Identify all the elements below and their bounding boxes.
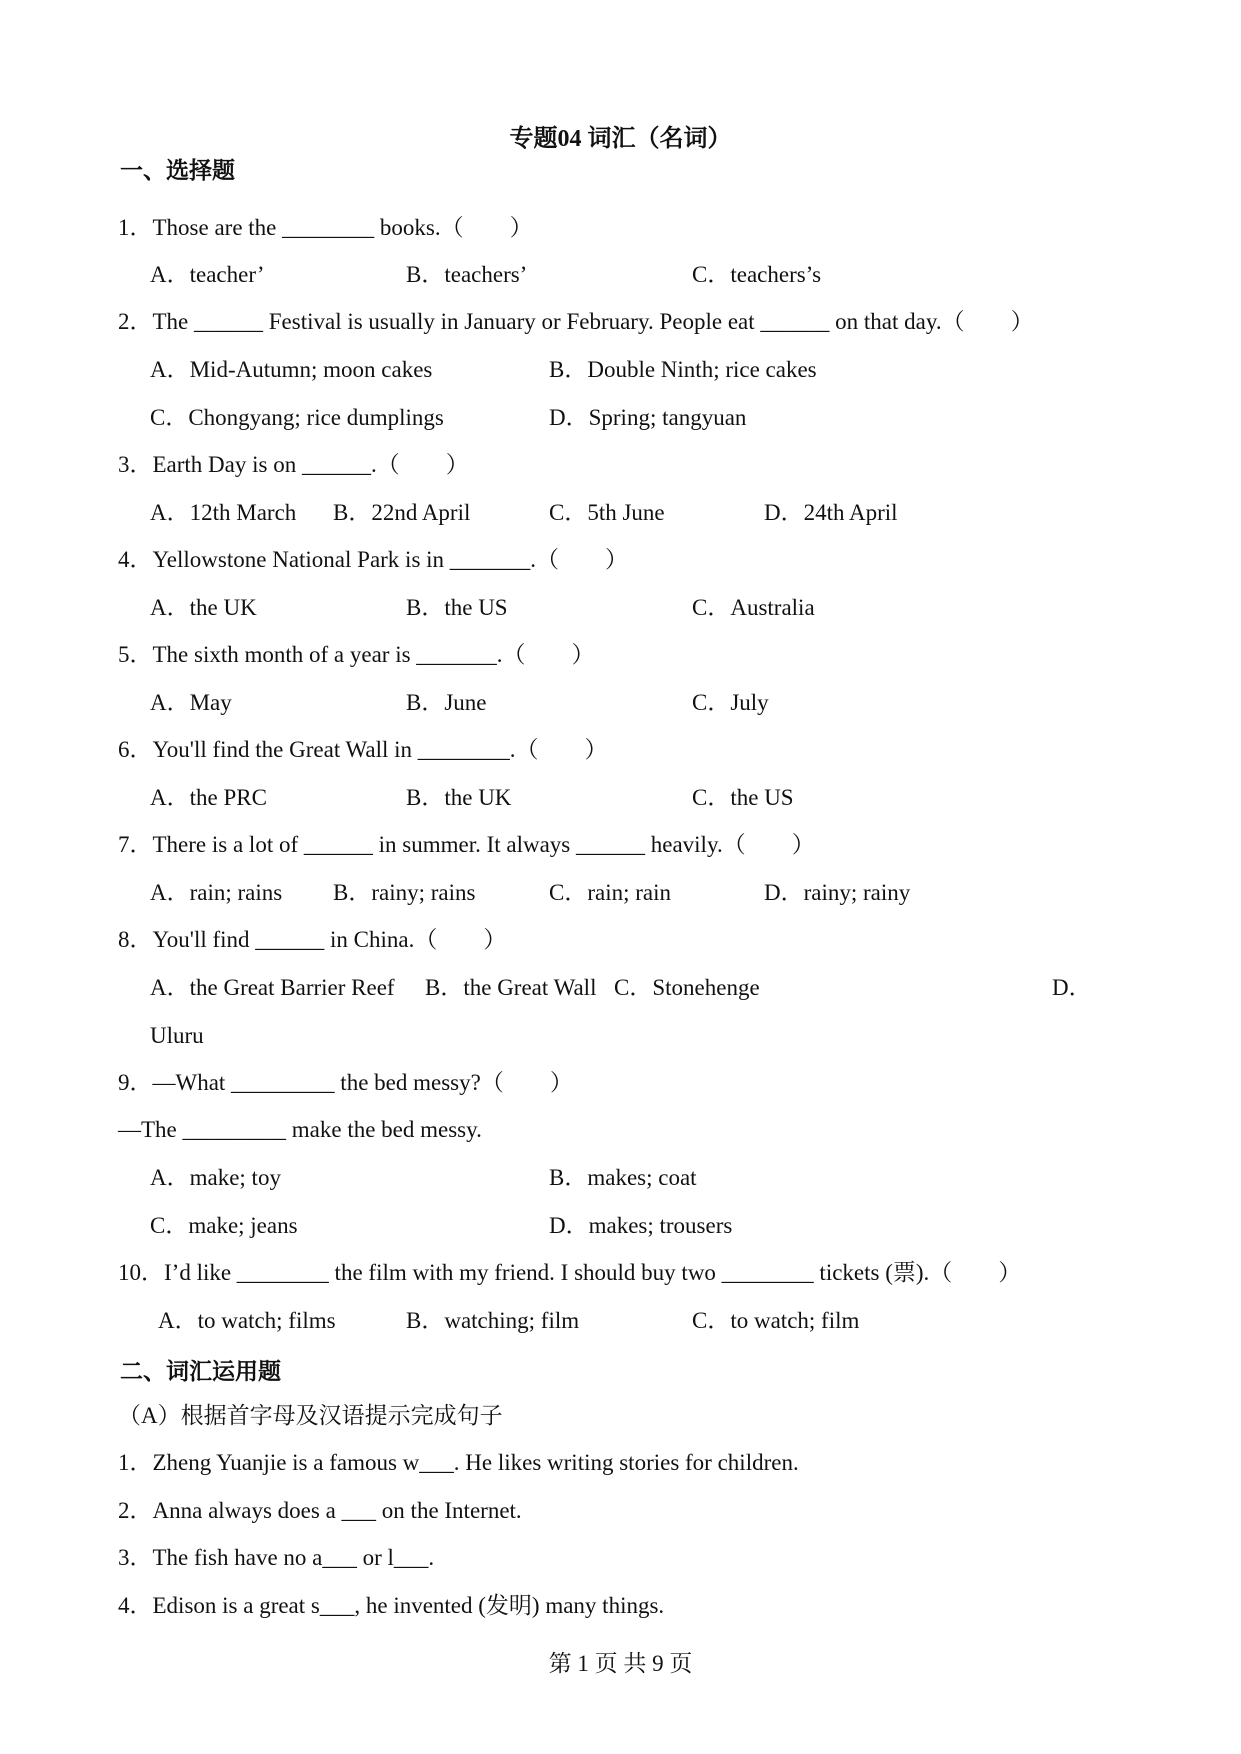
- question-3-option-b: B．22nd April: [333, 500, 471, 525]
- question-5-option-c: C．July: [692, 690, 769, 715]
- question-7-option-d: D．rainy; rainy: [764, 880, 911, 905]
- question-7-option-c: C．rain; rain: [549, 880, 671, 905]
- question-9-stem: 9．—What _________ the bed messy?（ ）: [118, 1070, 573, 1095]
- fill-question-3: 3．The fish have no a___ or l___.: [118, 1545, 435, 1570]
- fill-question-1: 1．Zheng Yuanjie is a famous w___. He likes writing stories for children.: [118, 1450, 799, 1475]
- question-1-stem: 1．Those are the ________ books.（ ）: [118, 215, 533, 240]
- question-8-option-d-text: Uluru: [150, 1023, 204, 1048]
- section-heading-vocabulary: 二、词汇运用题: [120, 1359, 281, 1384]
- question-8-option-b: B．the Great Wall: [425, 975, 597, 1000]
- question-2-stem: 2．The ______ Festival is usually in January or February. People eat ______ on that day.（ ）: [118, 309, 1034, 334]
- question-1-option-b: B．teachers’: [406, 262, 528, 287]
- question-6-option-a: A．the PRC: [150, 785, 267, 810]
- question-7-stem: 7．There is a lot of ______ in summer. It always ______ heavily.（ ）: [118, 832, 815, 857]
- question-6-option-b: B．the UK: [406, 785, 512, 810]
- question-7-option-a: A．rain; rains: [150, 880, 283, 905]
- fill-question-2: 2．Anna always does a ___ on the Internet.: [118, 1498, 522, 1523]
- question-3-stem: 3．Earth Day is on ______.（ ）: [118, 452, 469, 477]
- question-10-option-b: B．watching; film: [406, 1308, 580, 1333]
- question-5-option-a: A．May: [150, 690, 232, 715]
- page-footer: 第 1 页 共 9 页: [548, 1651, 693, 1676]
- question-8-stem: 8．You'll find ______ in China.（ ）: [118, 927, 507, 952]
- question-1-option-c: C．teachers’s: [692, 262, 822, 287]
- question-4-option-a: A．the UK: [150, 595, 257, 620]
- question-8-option-a: A．the Great Barrier Reef: [150, 975, 395, 1000]
- question-3-option-a: A．12th March: [150, 500, 297, 525]
- page-title: 专题04 词汇（名词）: [509, 126, 732, 152]
- question-8-option-d-label: D．: [1052, 975, 1092, 1000]
- question-3-option-c: C．5th June: [549, 500, 665, 525]
- subsection-heading: （A）根据首字母及汉语提示完成句子: [118, 1403, 503, 1428]
- question-2-option-a: A．Mid-Autumn; moon cakes: [150, 357, 433, 382]
- question-4-stem: 4．Yellowstone National Park is in _______.（ ）: [118, 547, 629, 572]
- question-7-option-b: B．rainy; rains: [333, 880, 476, 905]
- question-2-option-d: D．Spring; tangyuan: [549, 405, 747, 430]
- question-5-option-b: B．June: [406, 690, 487, 715]
- question-10-option-a: A．to watch; films: [158, 1308, 336, 1333]
- question-6-stem: 6．You'll find the Great Wall in ________.（ ）: [118, 737, 608, 762]
- question-10-option-c: C．to watch; film: [692, 1308, 860, 1333]
- question-9-stem-reply: —The _________ make the bed messy.: [118, 1117, 482, 1142]
- question-9-option-d: D．makes; trousers: [549, 1213, 733, 1238]
- question-4-option-c: C．Australia: [692, 595, 815, 620]
- section-heading-choice: 一、选择题: [120, 158, 235, 183]
- question-10-stem: 10．I’d like ________ the film with my friend. I should buy two ________ tickets (票).（ ）: [118, 1260, 1022, 1285]
- question-1-option-a: A．teacher’: [150, 262, 265, 287]
- question-2-option-c: C．Chongyang; rice dumplings: [150, 405, 444, 430]
- question-4-option-b: B．the US: [406, 595, 508, 620]
- question-3-option-d: D．24th April: [764, 500, 898, 525]
- question-6-option-c: C．the US: [692, 785, 794, 810]
- question-2-option-b: B．Double Ninth; rice cakes: [549, 357, 817, 382]
- question-9-option-c: C．make; jeans: [150, 1213, 298, 1238]
- question-9-option-a: A．make; toy: [150, 1165, 281, 1190]
- question-8-option-c: C．Stonehenge: [614, 975, 760, 1000]
- question-5-stem: 5．The sixth month of a year is _______.（ ）: [118, 642, 595, 667]
- fill-question-4: 4．Edison is a great s___, he invented (发明) many things.: [118, 1593, 665, 1618]
- question-9-option-b: B．makes; coat: [549, 1165, 697, 1190]
